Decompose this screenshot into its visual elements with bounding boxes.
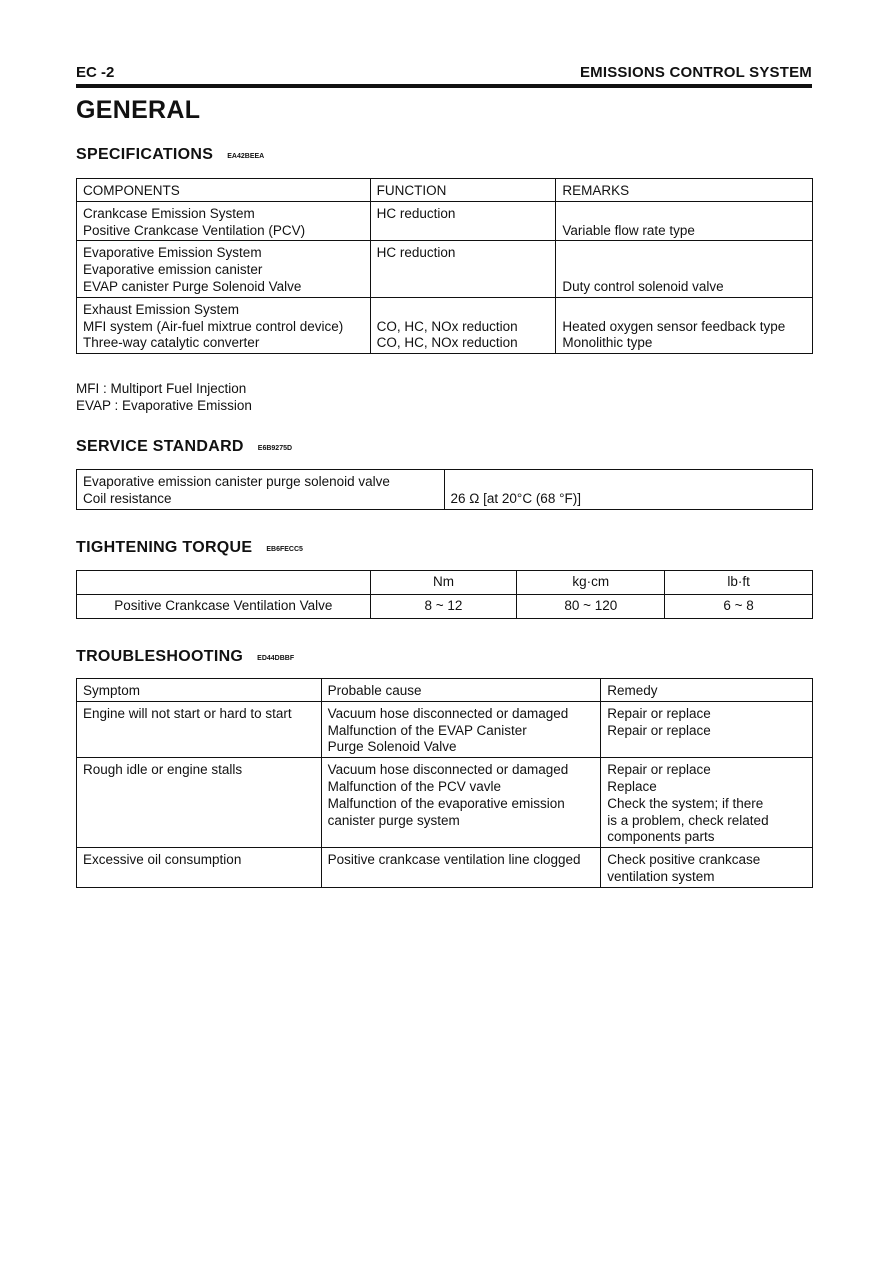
service-standard-table <box>76 469 813 510</box>
torque-kgcm-cell: 80 ~ 120 <box>517 595 665 619</box>
cell-line: components parts <box>607 829 715 845</box>
cause-cell <box>321 758 601 848</box>
remedy-cell <box>601 758 813 848</box>
torque-nm-cell: 8 ~ 12 <box>370 595 517 619</box>
column-header-item <box>77 571 371 595</box>
troubleshooting-table <box>76 678 813 888</box>
troubleshooting-code: ED44DBBF <box>257 655 295 662</box>
header-rule <box>76 84 812 88</box>
cell-line: CO, HC, NOx reduction <box>376 335 518 351</box>
cell-line: HC reduction <box>376 205 456 221</box>
cell-line: Exhaust Emission System <box>83 301 240 317</box>
cell-line: Check the system; if there <box>607 795 764 811</box>
table-row <box>77 201 813 241</box>
cell-line: Three-way catalytic converter <box>83 335 260 351</box>
cell-line: Variable flow rate type <box>562 222 695 238</box>
troubleshooting-heading-text: TROUBLESHOOTING <box>76 648 244 665</box>
cell-line <box>377 302 550 319</box>
cell-line: Malfunction of the EVAP Canister <box>327 722 527 738</box>
cell-line: Vacuum hose disconnected or damaged <box>327 762 569 778</box>
cell-line: Heated oxygen sensor feedback type <box>562 318 786 334</box>
cell-line: CO, HC, NOx reduction <box>376 318 518 334</box>
torque-lbft-cell: 6 ~ 8 <box>665 595 813 619</box>
cell-line <box>562 206 806 223</box>
components-cell <box>77 201 371 241</box>
column-header-nm: Nm <box>370 571 517 595</box>
specifications-heading-text: SPECIFICATIONS <box>76 146 214 163</box>
cell-line: Repair or replace <box>607 722 711 738</box>
table-row <box>77 758 813 848</box>
symptom-cell <box>77 758 322 848</box>
remarks-cell <box>556 201 813 241</box>
cell-line: Monolithic type <box>562 335 653 351</box>
cell-line: Positive Crankcase Ventilation (PCV) <box>83 222 306 238</box>
function-cell <box>370 201 556 241</box>
cell-line: Malfunction of the evaporative emission <box>327 795 565 811</box>
tightening-torque-heading <box>76 539 303 557</box>
cell-line: Purge Solenoid Valve <box>327 739 457 755</box>
column-header-remarks: REMARKS <box>556 179 813 202</box>
cell-line: Positive crankcase ventilation line clogged <box>327 852 581 868</box>
column-header-kgcm: kg·cm <box>517 571 665 595</box>
cell-line: Evaporative emission canister <box>83 262 263 278</box>
function-cell <box>370 297 556 353</box>
cell-line: Engine will not start or hard to start <box>83 705 292 721</box>
symptom-cell <box>77 701 322 757</box>
column-header-components: COMPONENTS <box>77 179 371 202</box>
specifications-table <box>76 178 813 354</box>
service-value-cell <box>444 470 812 510</box>
remarks-cell <box>556 241 813 297</box>
remarks-cell <box>556 297 813 353</box>
table-row <box>77 595 813 619</box>
components-cell <box>77 297 371 353</box>
cell-line: MFI system (Air-fuel mixtrue control device) <box>83 318 344 334</box>
abbreviation-mfi: MFI : Multiport Fuel Injection <box>76 381 247 396</box>
cause-cell <box>321 848 601 888</box>
column-header-symptom: Symptom <box>77 679 322 702</box>
table-row <box>77 470 813 510</box>
specifications-code: EA42BEEA <box>227 153 265 160</box>
tightening-torque-code: EB6FECC5 <box>266 546 303 553</box>
torque-item-cell: Positive Crankcase Ventilation Valve <box>77 595 371 619</box>
cell-line: Duty control solenoid valve <box>562 278 724 294</box>
service-item-cell <box>77 470 445 510</box>
table-header-row <box>77 679 813 702</box>
cell-line: Malfunction of the PCV vavle <box>327 778 501 794</box>
column-header-lbft: lb·ft <box>665 571 813 595</box>
cell-line: Rough idle or engine stalls <box>83 762 243 778</box>
cell-line <box>451 474 806 491</box>
column-header-remedy: Remedy <box>601 679 813 702</box>
tightening-torque-heading-text: TIGHTENING TORQUE <box>76 539 253 556</box>
cell-line <box>562 262 806 279</box>
components-cell <box>77 241 371 297</box>
cell-line: Evaporative emission canister purge solenoid valve <box>83 474 390 489</box>
cell-line: canister purge system <box>327 812 460 828</box>
column-header-function: FUNCTION <box>370 179 556 202</box>
troubleshooting-heading <box>76 648 294 666</box>
service-standard-code: E6B9275D <box>257 445 293 452</box>
tightening-torque-table <box>76 570 813 619</box>
cell-line: Check positive crankcase <box>607 852 761 868</box>
section-title: EMISSIONS CONTROL SYSTEM <box>579 64 812 81</box>
cell-line: ventilation system <box>607 868 715 884</box>
cell-line: Excessive oil consumption <box>83 852 242 868</box>
cell-line: Repair or replace <box>607 705 711 721</box>
cell-line <box>562 302 806 319</box>
page-title: GENERAL <box>76 96 201 124</box>
abbreviation-evap: EVAP : Evaporative Emission <box>76 398 252 413</box>
table-row <box>77 848 813 888</box>
table-header-row <box>77 179 813 202</box>
cell-line: Coil resistance <box>83 490 172 506</box>
cell-line: Replace <box>607 778 657 794</box>
service-standard-heading <box>76 438 292 456</box>
cell-line: EVAP canister Purge Solenoid Valve <box>83 278 302 294</box>
service-standard-heading-text: SERVICE STANDARD <box>76 438 244 455</box>
cell-line: Crankcase Emission System <box>83 205 255 221</box>
specifications-heading <box>76 146 264 164</box>
table-row <box>77 241 813 297</box>
cell-line <box>562 245 806 262</box>
cell-line: Evaporative Emission System <box>83 245 262 261</box>
cell-line: is a problem, check related <box>607 812 769 828</box>
symptom-cell <box>77 848 322 888</box>
cell-line: 26 Ω [at 20°C (68 °F)] <box>450 490 581 506</box>
remedy-cell <box>601 701 813 757</box>
table-row <box>77 297 813 353</box>
cell-line: Repair or replace <box>607 762 711 778</box>
table-row <box>77 701 813 757</box>
function-cell <box>370 241 556 297</box>
column-header-probable-cause: Probable cause <box>321 679 601 702</box>
remedy-cell <box>601 848 813 888</box>
cell-line: Vacuum hose disconnected or damaged <box>327 705 569 721</box>
cell-line: HC reduction <box>376 245 456 261</box>
abbreviation-notes <box>76 380 252 414</box>
page-code: EC -2 <box>76 64 115 81</box>
table-header-row <box>77 571 813 595</box>
page-header <box>76 64 812 84</box>
cause-cell <box>321 701 601 757</box>
